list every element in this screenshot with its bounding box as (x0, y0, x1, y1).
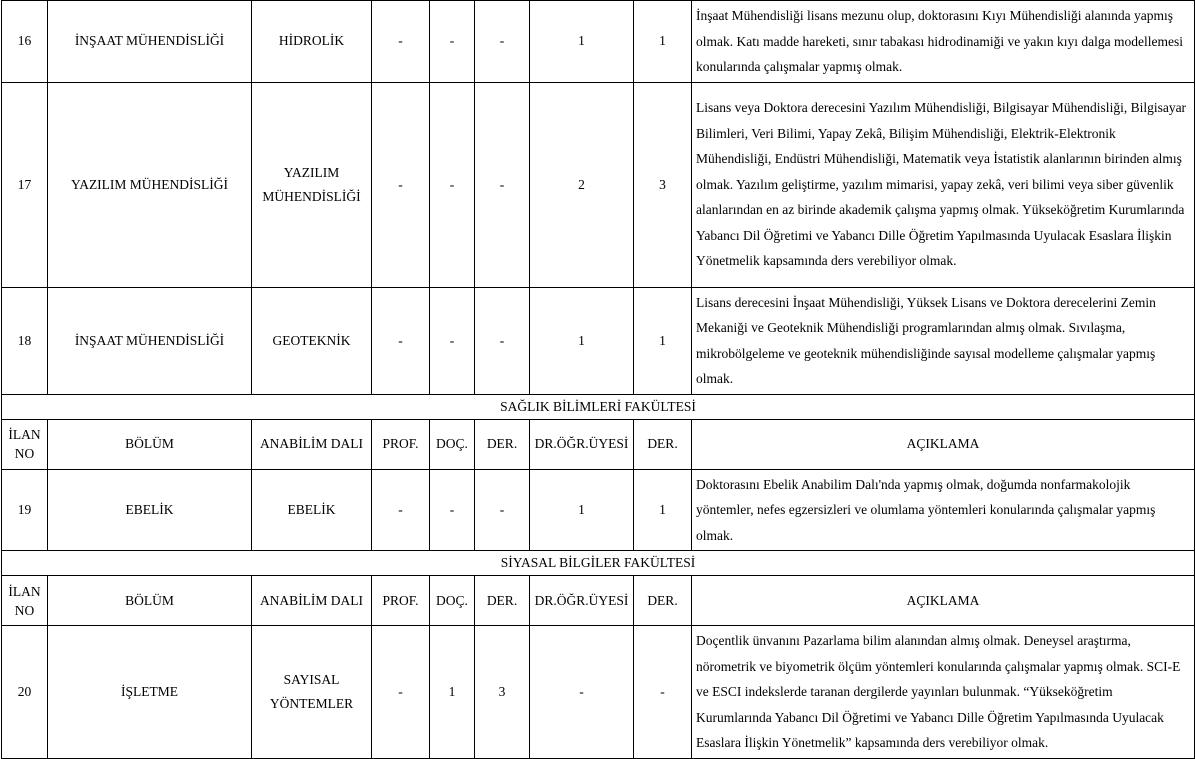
header-drogr: DR.ÖĞR.ÜYESİ (530, 419, 634, 469)
header-row (2, 419, 1195, 469)
header-bolum: BÖLÜM (48, 576, 252, 626)
header-doc: DOÇ. (430, 576, 475, 626)
header-der: DER. (634, 576, 692, 626)
header-prof: PROF. (372, 576, 430, 626)
anabilim-cell: SAYISAL YÖNTEMLER (252, 626, 372, 759)
faculty-position-table (1, 0, 1195, 759)
ilan-no-cell: 19 (2, 469, 48, 551)
ilan-no-cell: 17 (2, 82, 48, 287)
der-cell: - (475, 1, 530, 83)
der-cell: - (475, 287, 530, 394)
table-row (2, 1, 1195, 83)
drogr-cell: 1 (530, 287, 634, 394)
header-anabilim: ANABİLİM DALI (252, 419, 372, 469)
prof-cell: - (372, 626, 430, 759)
header-der: DER. (634, 419, 692, 469)
table-row (2, 82, 1195, 287)
header-der: DER. (475, 419, 530, 469)
anabilim-cell: EBELİK (252, 469, 372, 551)
prof-cell: - (372, 287, 430, 394)
drogr-cell: 1 (530, 1, 634, 83)
header-der: DER. (475, 576, 530, 626)
section-row (2, 394, 1195, 419)
bolum-cell: İNŞAAT MÜHENDİSLİĞİ (48, 287, 252, 394)
bolum-cell: İNŞAAT MÜHENDİSLİĞİ (48, 1, 252, 83)
table-row (2, 626, 1195, 759)
doc-cell: - (430, 469, 475, 551)
aciklama-cell: İnşaat Mühendisliği lisans mezunu olup, doktorasını Kıyı Mühendisliği alanında yapmış olmak. Katı madde hareketi, sınır tabakası hidrodinamiği ve yakın kıyı dalga modellemesi konularında çalışmalar yapmış olmak. (692, 1, 1195, 83)
der-cell: - (475, 469, 530, 551)
header-bolum: BÖLÜM (48, 419, 252, 469)
ilan-no-cell: 16 (2, 1, 48, 83)
anabilim-cell: YAZILIM MÜHENDİSLİĞİ (252, 82, 372, 287)
table-row (2, 469, 1195, 551)
drogr-cell: 1 (530, 469, 634, 551)
doc-cell: 1 (430, 626, 475, 759)
table-row (2, 287, 1195, 394)
der-cell: 1 (634, 287, 692, 394)
bolum-cell: EBELİK (48, 469, 252, 551)
section-title: SAĞLIK BİLİMLERİ FAKÜLTESİ (2, 394, 1195, 419)
anabilim-cell: GEOTEKNİK (252, 287, 372, 394)
der-cell: - (475, 82, 530, 287)
header-aciklama: AÇIKLAMA (692, 419, 1195, 469)
bolum-cell: İŞLETME (48, 626, 252, 759)
section-title: SİYASAL BİLGİLER FAKÜLTESİ (2, 551, 1195, 576)
header-ilan-no: İLAN NO (2, 576, 48, 626)
anabilim-cell: HİDROLİK (252, 1, 372, 83)
drogr-cell: - (530, 626, 634, 759)
ilan-no-cell: 18 (2, 287, 48, 394)
der-cell: 1 (634, 1, 692, 83)
section-row (2, 551, 1195, 576)
header-prof: PROF. (372, 419, 430, 469)
doc-cell: - (430, 287, 475, 394)
aciklama-cell: Doktorasını Ebelik Anabilim Dalı'nda yapmış olmak, doğumda nonfarmakolojik yöntemler, nefes egzersizleri ve olumlama yöntemleri konularında çalışmalar yapmış olmak. (692, 469, 1195, 551)
aciklama-cell: Lisans veya Doktora derecesini Yazılım Mühendisliği, Bilgisayar Mühendisliği, Bilgisayar Bilimleri, Veri Bilimi, Yapay Zekâ, Bilişim Mühendisliği, Elektrik-Elektronik Mühendisliği, Endüstri Mühendisliği, Matematik veya İstatistik alanlarının birinden almış olmak. Yazılım geliştirme, yazılım mimarisi, yapay zekâ, veri bilimi veya siber güvenlik alanlarından en az birinde akademik çalışma yapmış olmak. Yükseköğretim Kurumlarında Yabancı Dil Öğretimi ve Yabancı Dille Öğretim Yapılmasında Uyulacak Esaslara İlişkin Yönetmelik kapsamında ders verebiliyor olmak. (692, 82, 1195, 287)
der-cell: 1 (634, 469, 692, 551)
prof-cell: - (372, 82, 430, 287)
bolum-cell: YAZILIM MÜHENDİSLİĞİ (48, 82, 252, 287)
header-row (2, 576, 1195, 626)
ilan-no-cell: 20 (2, 626, 48, 759)
prof-cell: - (372, 1, 430, 83)
aciklama-cell: Doçentlik ünvanını Pazarlama bilim alanından almış olmak. Deneysel araştırma, nörometrik ve biyometrik ölçüm yöntemleri konularında çalışmalar yapmış olmak. SCI-E ve ESCI indekslerde taranan dergilerde yayınları bulunmak. “Yükseköğretim Kurumlarında Yabancı Dil Öğretimi ve Yabancı Dille Öğretim Yapılmasında Uyulacak Esaslara İlişkin Yönetmelik” kapsamında ders verebiliyor olmak. (692, 626, 1195, 759)
der-cell: - (634, 626, 692, 759)
der-cell: 3 (634, 82, 692, 287)
prof-cell: - (372, 469, 430, 551)
doc-cell: - (430, 82, 475, 287)
doc-cell: - (430, 1, 475, 83)
aciklama-cell: Lisans derecesini İnşaat Mühendisliği, Yüksek Lisans ve Doktora derecelerini Zemin Mekaniği ve Geoteknik Mühendisliği programlarından almış olmak. Sıvılaşma, mikrobölgeleme ve geoteknik mühendisliğinde sayısal modelleme çalışmalar yapmış olmak. (692, 287, 1195, 394)
header-drogr: DR.ÖĞR.ÜYESİ (530, 576, 634, 626)
header-doc: DOÇ. (430, 419, 475, 469)
der-cell: 3 (475, 626, 530, 759)
header-ilan-no: İLAN NO (2, 419, 48, 469)
header-anabilim: ANABİLİM DALI (252, 576, 372, 626)
drogr-cell: 2 (530, 82, 634, 287)
header-aciklama: AÇIKLAMA (692, 576, 1195, 626)
